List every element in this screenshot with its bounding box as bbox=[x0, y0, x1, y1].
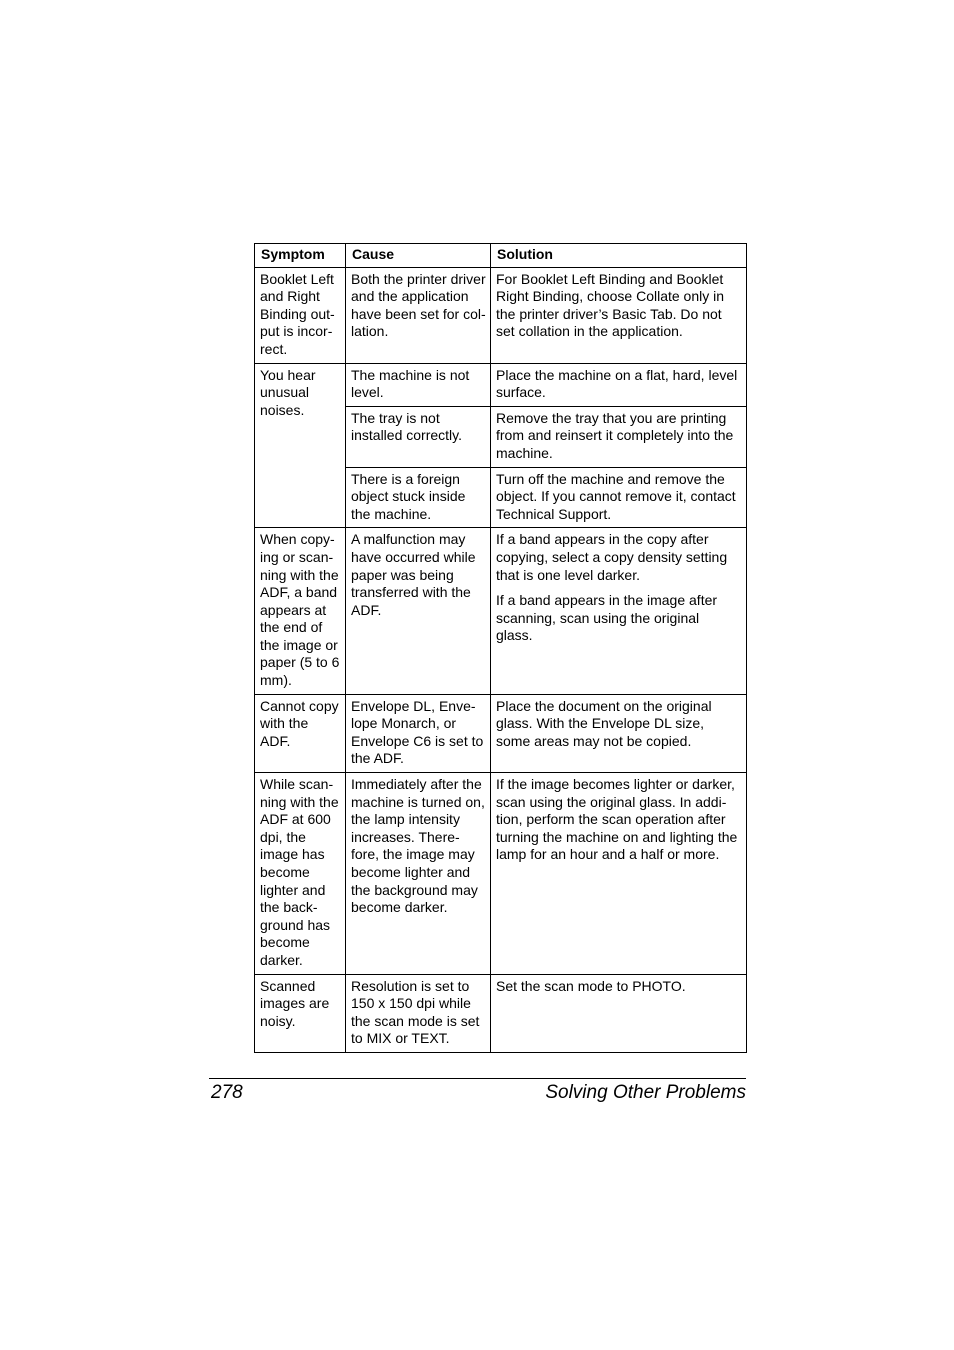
symptom-text: Scanned images are noisy. bbox=[260, 977, 330, 1029]
solution-text: Remove the tray that you are printing from and reinsert it completely into the machine. bbox=[496, 409, 734, 461]
cause-cell bbox=[346, 773, 491, 975]
header-cause: Cause bbox=[346, 244, 491, 268]
table-row bbox=[255, 363, 747, 406]
solution-cell bbox=[491, 467, 747, 528]
cause-cell bbox=[346, 694, 491, 772]
footer-divider bbox=[209, 1078, 746, 1079]
cause-cell bbox=[346, 974, 491, 1052]
cause-cell bbox=[346, 467, 491, 528]
cause-text: Resolution is set to 150 x 150 dpi while the scan mode is set to MIX or TEXT. bbox=[351, 977, 480, 1047]
page-number: 278 bbox=[211, 1082, 243, 1103]
solution-text: If the image becomes lighter or darker, scan using the original glass. In addi- tion, perform the scan operation after turning the machine on and lighting the lamp for an hour and a half or more. bbox=[496, 776, 738, 863]
cause-text: Both the printer driver and the application have been set for col- lation. bbox=[351, 270, 486, 340]
cause-cell bbox=[346, 363, 491, 406]
solution-text: Turn off the machine and remove the object. If you cannot remove it, contact Technical Support. bbox=[496, 470, 736, 522]
symptom-text: While scan- ning with the ADF at 600 dpi, the image has become lighter and the back- ground has become darker. bbox=[260, 776, 339, 968]
cause-text: A malfunction may have occurred while paper was being transferred with the ADF. bbox=[351, 531, 476, 618]
symptom-text: Cannot copy with the ADF. bbox=[260, 697, 339, 749]
cause-cell bbox=[346, 267, 491, 363]
symptom-cell bbox=[255, 267, 346, 363]
solution-cell bbox=[491, 974, 747, 1052]
troubleshooting-table bbox=[254, 243, 747, 1053]
solution-text: Place the document on the original glass. With the Envelope DL size, some areas may not be copied. bbox=[496, 697, 712, 749]
symptom-text: Booklet Left and Right Binding out- put is incor- rect. bbox=[260, 270, 335, 357]
header-symptom: Symptom bbox=[255, 244, 346, 268]
cause-text: The tray is not installed correctly. bbox=[351, 409, 463, 444]
symptom-cell bbox=[255, 528, 346, 694]
solution-text: Set the scan mode to PHOTO. bbox=[496, 977, 686, 994]
solution-cell bbox=[491, 267, 747, 363]
cause-cell bbox=[346, 528, 491, 694]
table-row bbox=[255, 528, 747, 694]
table-row bbox=[255, 694, 747, 772]
cause-text: Envelope DL, Enve- lope Monarch, or Envelope C6 is set to the ADF. bbox=[351, 697, 484, 767]
solution-cell bbox=[491, 363, 747, 406]
symptom-cell bbox=[255, 363, 346, 528]
cause-cell bbox=[346, 406, 491, 467]
table-row bbox=[255, 773, 747, 975]
symptom-text: You hear unusual noises. bbox=[260, 366, 316, 418]
solution-text: For Booklet Left Binding and Booklet Right Binding, choose Collate only in the printer driver’s Basic Tab. Do not set collation in the application. bbox=[496, 270, 725, 340]
symptom-cell bbox=[255, 773, 346, 975]
solution-cell bbox=[491, 694, 747, 772]
symptom-cell bbox=[255, 694, 346, 772]
section-title: Solving Other Problems bbox=[545, 1082, 746, 1103]
cause-text: Immediately after the machine is turned on, the lamp intensity increases. There- fore, the image may become lighter and the background may become darker. bbox=[351, 776, 485, 916]
symptom-text: When copy- ing or scan- ning with the ADF, a band appears at the end of the image or paper (5 to 6 mm). bbox=[260, 531, 340, 689]
cause-text: The machine is not level. bbox=[351, 366, 470, 401]
solution-text: Place the machine on a flat, hard, level surface. bbox=[496, 366, 738, 401]
solution-cell bbox=[491, 528, 747, 694]
symptom-cell bbox=[255, 974, 346, 1052]
cause-text: There is a foreign object stuck inside the machine. bbox=[351, 470, 466, 522]
table-row bbox=[255, 974, 747, 1052]
table-header-row bbox=[255, 244, 747, 268]
table-row bbox=[255, 267, 747, 363]
solution-cell bbox=[491, 773, 747, 975]
solution-text: If a band appears in the image after scanning, scan using the original glass. bbox=[496, 592, 718, 644]
solution-text: If a band appears in the copy after copying, select a copy density setting that is one level darker. bbox=[496, 531, 728, 583]
solution-cell bbox=[491, 406, 747, 467]
header-solution: Solution bbox=[491, 244, 747, 268]
